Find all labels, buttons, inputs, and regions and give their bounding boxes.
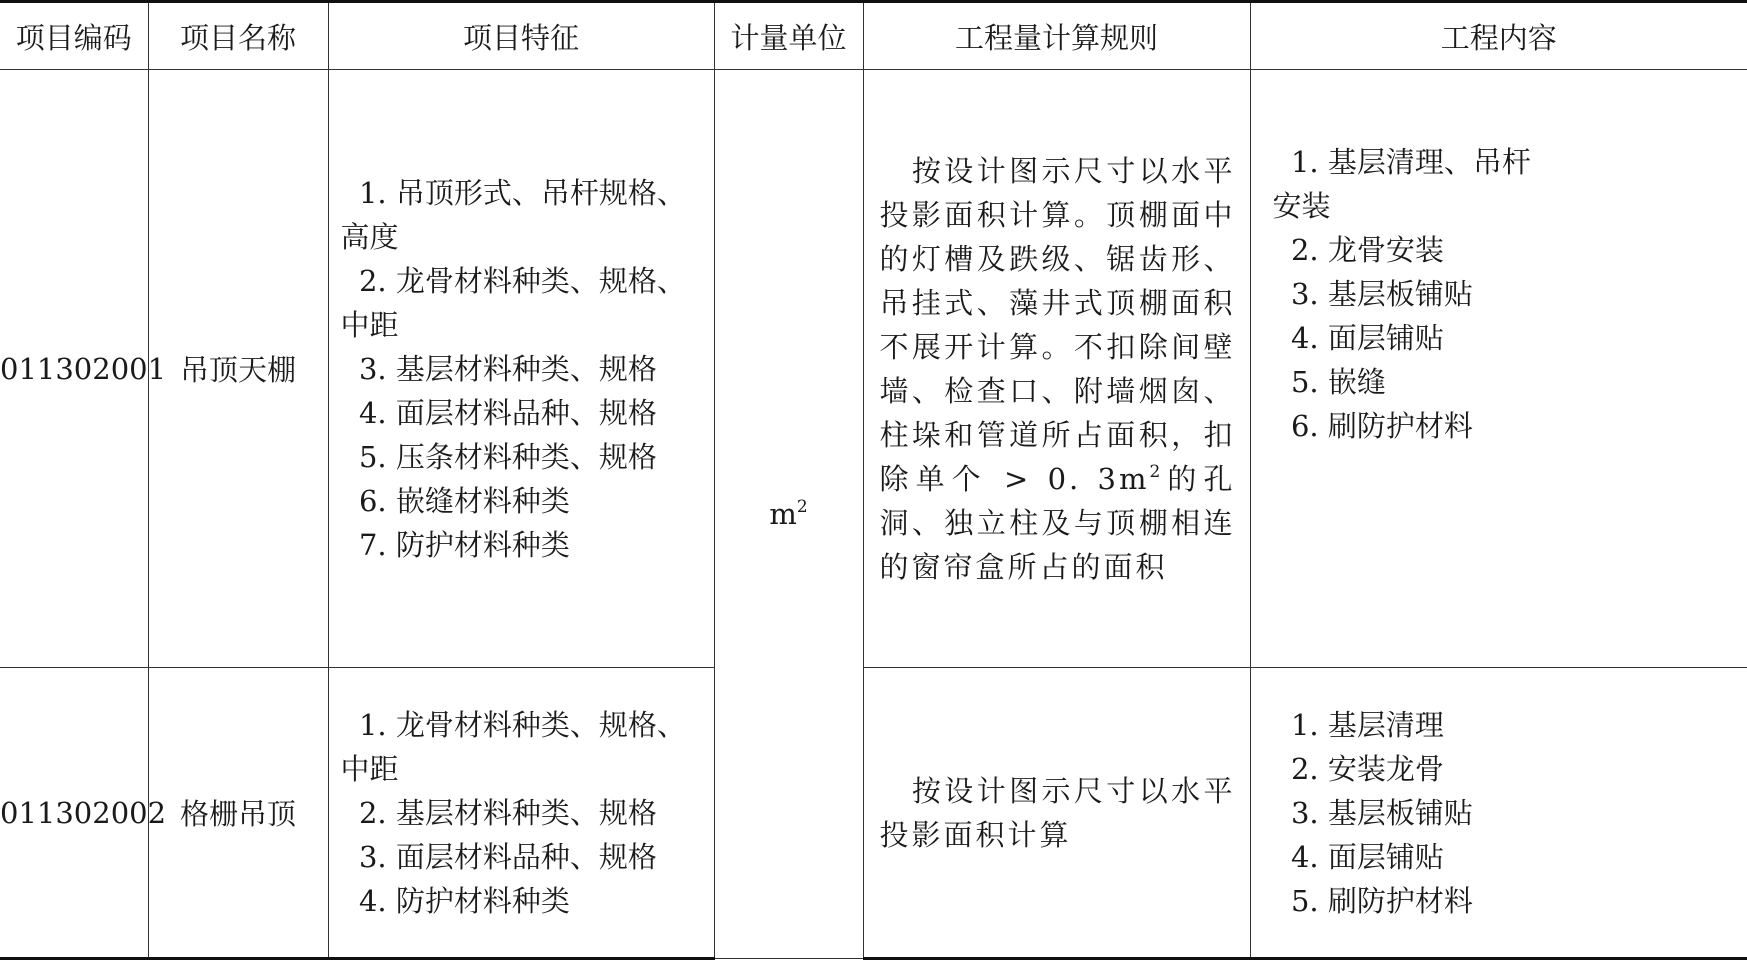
- content-line: 1. 基层清理: [1272, 707, 1444, 742]
- content-line: 5. 嵌缝: [1272, 364, 1386, 399]
- item-name: 吊顶天棚: [148, 70, 328, 668]
- content-line: 3. 基层板铺贴: [1272, 276, 1473, 311]
- feature-line: 高度: [340, 219, 399, 254]
- feature-line: 1. 龙骨材料种类、规格、: [340, 707, 686, 742]
- feature-line: 2. 龙骨材料种类、规格、: [340, 263, 686, 298]
- work-content: [1250, 668, 1747, 959]
- rule-superscript: 2: [1149, 461, 1164, 482]
- quantity-rule: [863, 668, 1250, 959]
- feature-line: 3. 基层材料种类、规格: [340, 351, 657, 386]
- unit-superscript: 2: [796, 497, 808, 517]
- content-line: 4. 面层铺贴: [1272, 320, 1444, 355]
- feature-line: 1. 吊顶形式、吊杆规格、: [340, 175, 686, 210]
- content-line: 2. 龙骨安装: [1272, 232, 1444, 267]
- header-rule: 工程量计算规则: [863, 2, 1250, 70]
- content-line: 6. 刷防护材料: [1272, 408, 1473, 443]
- feature-line: 4. 防护材料种类: [340, 883, 570, 918]
- header-unit: 计量单位: [714, 2, 863, 70]
- header-code: 项目编码: [0, 2, 148, 70]
- feature-line: 中距: [340, 751, 399, 786]
- feature-line: 中距: [340, 307, 399, 342]
- unit-base: m: [769, 497, 797, 531]
- feature-line: 4. 面层材料品种、规格: [340, 395, 657, 430]
- unit-cell: [714, 70, 863, 959]
- content-line: 5. 刷防护材料: [1272, 883, 1473, 918]
- header-name: 项目名称: [148, 2, 328, 70]
- header-content: 工程内容: [1250, 2, 1747, 70]
- item-code: 011302002: [0, 668, 148, 959]
- rule-text: 按设计图示尺寸以水平投影面积计算: [879, 773, 1236, 852]
- rule-text-continued: 的孔洞、独立柱及与顶棚相连的窗帘盒所占的面积: [879, 461, 1236, 584]
- content-line: 1. 基层清理、吊杆: [1272, 144, 1531, 179]
- feature-line: 3. 面层材料品种、规格: [340, 839, 657, 874]
- table-row: [0, 70, 1747, 668]
- header-row: [0, 2, 1747, 70]
- quantity-rule: [863, 70, 1250, 668]
- item-features: [328, 668, 714, 959]
- feature-line: 5. 压条材料种类、规格: [340, 439, 657, 474]
- content-line: 安装: [1272, 188, 1331, 223]
- content-line: 3. 基层板铺贴: [1272, 795, 1473, 830]
- item-code: 011302001: [0, 70, 148, 668]
- feature-line: 2. 基层材料种类、规格: [340, 795, 657, 830]
- content-line: 4. 面层铺贴: [1272, 839, 1444, 874]
- table-row: [0, 668, 1747, 959]
- feature-line: 6. 嵌缝材料种类: [340, 483, 570, 518]
- item-name: 格栅吊顶: [148, 668, 328, 959]
- work-content: [1250, 70, 1747, 668]
- rule-text: 按设计图示尺寸以水平投影面积计算。顶棚面中的灯槽及跌级、锯齿形、吊挂式、藻井式顶棚面积不展开计算。不扣除间壁墙、检查口、附墙烟囱、柱垛和管道所占面积，扣除单个 > 0. 3m: [879, 153, 1236, 496]
- feature-line: 7. 防护材料种类: [340, 527, 570, 562]
- item-features: [328, 70, 714, 668]
- content-line: 2. 安装龙骨: [1272, 751, 1444, 786]
- header-features: 项目特征: [328, 2, 714, 70]
